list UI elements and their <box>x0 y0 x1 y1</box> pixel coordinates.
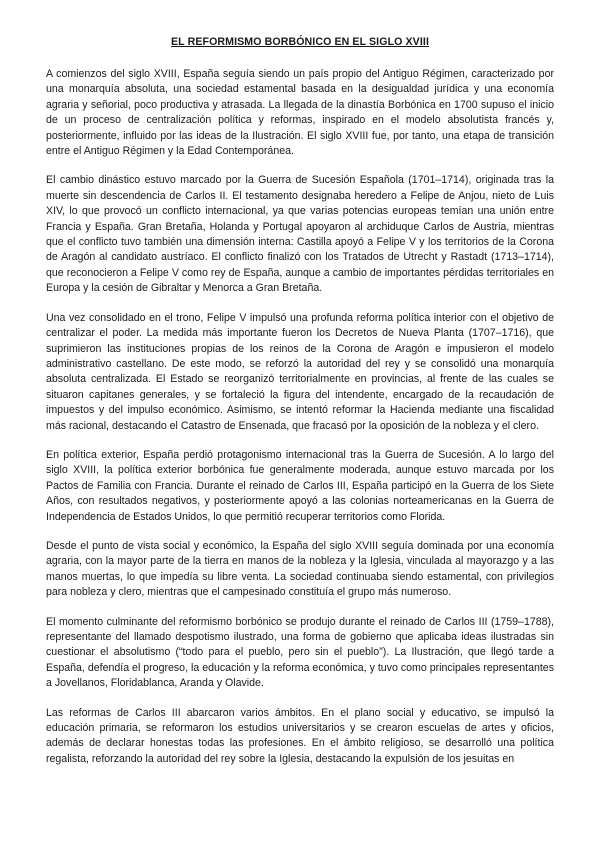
paragraph-society-economy: Desde el punto de vista social y económico, la España del siglo XVIII seguía dominada por una economía agraria, con la mayor parte de la tierra en manos de la nobleza y la Iglesia, vinculada al mayorazgo y a las manos muertas, lo que impedía su libre venta. La sociedad continuaba siendo estamental, con privilegios para nobleza y clero, mientras que el campesinado constituía el grupo más numeroso. <box>46 539 554 599</box>
document-title: EL REFORMISMO BORBÓNICO EN EL SIGLO XVIII <box>171 36 429 48</box>
paragraph-carlos-iii: El momento culminante del reformismo borbónico se produjo durante el reinado de Carlos III (1759–1788), representante del llamado despotismo ilustrado, una forma de gobierno que aplicaba ideas ilustradas sin cuestionar el absolutismo (“todo para el pueblo, pero sin el pueblo”). La Ilustración, que llegó tarde a España, defendía el progreso, la educación y la reforma económica, y tuvo como principales representantes a Jovellanos, Floridablanca, Aranda y Olavide. <box>46 615 554 690</box>
paragraph-succession-war: El cambio dinástico estuvo marcado por la Guerra de Sucesión Española (1701–1714), originada tras la muerte sin descendencia de Carlos II. El testamento designaba heredero a Felipe de Anjou, nieto de Luis XIV, lo que provocó un conflicto internacional, ya que varias potencias europeas temían una unión entre Francia y España. Gran Bretaña, Holanda y Portugal apoyaron al archiduque Carlos de Austria, mientras que el conflicto tuvo también una dimensión interna: Castilla apoyó a Felipe V y los territorios de la Corona de Aragón al candidato austríaco. El conflicto finalizó con los Tratados de Utrecht y Rastadt (1713–1714), que reconocieron a Felipe V como rey de España, aunque a cambio de importantes pérdidas territoriales en Europa y la cesión de Gibraltar y Menorca a Gran Bretaña. <box>46 174 554 295</box>
paragraph-intro: A comienzos del siglo XVIII, España seguía siendo un país propio del Antiguo Régimen, caracterizado por una monarquía absoluta, una sociedad estamental basada en la desigualdad jurídica y una economía agraria y señorial, poco productiva y atrasada. La llegada de la dinastía Borbónica en 1700 supuso el inicio de un proceso de centralización política y reformas, inspirado en el modelo absolutista francés y, posteriormente, influido por las ideas de la Ilustración. El siglo XVIII fue, por tanto, una etapa de transición entre el Antiguo Régimen y la Edad Contemporánea. <box>46 68 554 158</box>
paragraph-internal-reform: Una vez consolidado en el trono, Felipe V impulsó una profunda reforma política interior con el objetivo de centralizar el poder. La medida más importante fueron los Decretos de Nueva Planta (1707–1716), que suprimieron las instituciones propias de los reinos de la Corona de Aragón e impusieron el modelo administrativo castellano. De este modo, se reforzó la autoridad del rey y se consolidó una monarquía absoluta centralizada. El Estado se reorganizó territorialmente en provincias, al frente de las cuales se situaron capitanes generales, y se fortaleció la figura del intendente, encargado de la recaudación de impuestos y del impulso económico. Asimismo, se intentó reformar la Hacienda mediante una fiscalidad más racional, destacando el Catastro de Ensenada, que fracasó por la oposición de la nobleza y el clero. <box>46 311 554 432</box>
paragraph-foreign-policy: En política exterior, España perdió protagonismo internacional tras la Guerra de Sucesión. A lo largo del siglo XVIII, la política exterior borbónica fue generalmente moderada, aunque estuvo marcada por los Pactos de Familia con Francia. Durante el reinado de Carlos III, España participó en la Guerra de los Siete Años, con resultados negativos, y posteriormente apoyó a las colonias norteamericanas en la Guerra de Independencia de Estados Unidos, lo que permitió recuperar territorios como Florida. <box>46 448 554 523</box>
paragraph-carlos-iii-reforms: Las reformas de Carlos III abarcaron varios ámbitos. En el plano social y educativo, se impulsó la educación primaria, se reformaron los estudios universitarios y se crearon escuelas de artes y oficios, además de declarar honestas todas las profesiones. En el ámbito religioso, se desarrolló una política regalista, reforzando la autoridad del rey sobre la Iglesia, destacando la expulsión de los jesuitas en <box>46 706 554 765</box>
